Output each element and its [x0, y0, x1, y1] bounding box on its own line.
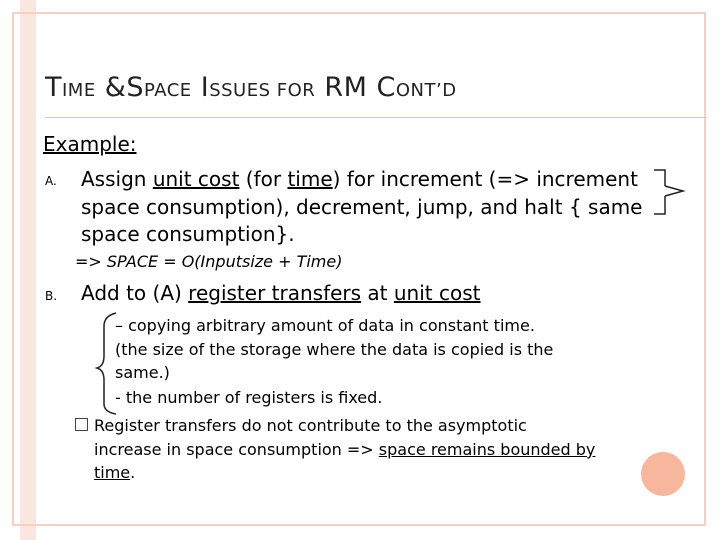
- item-b-detail-3: same.): [115, 363, 170, 382]
- item-b-detail-1: – copying arbitrary amount of data in constant time.: [115, 316, 535, 335]
- example-label: Example:: [43, 132, 137, 156]
- item-a-line-3: space consumption}.: [81, 222, 295, 246]
- right-brace-tip: [665, 186, 683, 196]
- item-a-marker: A.: [45, 174, 57, 188]
- decorative-circle: [641, 452, 685, 496]
- item-a-note: => SPACE = O(Inputsize + Time): [75, 252, 343, 271]
- item-b-detail-2: (the size of the storage where the data is copied is the: [115, 340, 554, 359]
- item-b-line: Add to (A) register transfers at unit cost: [81, 281, 481, 305]
- right-bracket-bottom: [654, 196, 665, 214]
- item-b-conclusion-2: increase in space consumption => space remains bounded by: [94, 440, 596, 459]
- left-brace: [97, 313, 116, 414]
- item-b-conclusion-3: time.: [94, 463, 136, 482]
- item-b-conclusion-1: Register transfers do not contribute to the asymptotic: [94, 416, 527, 435]
- right-bracket-top: [654, 170, 665, 186]
- item-b-detail-4: - the number of registers is fixed.: [115, 388, 383, 407]
- item-a-line-1: Assign unit cost (for time) for increment (=> increment: [81, 167, 638, 191]
- slide-title: TIME &SPACE ISSUES FOR RM CONT’D: [45, 72, 457, 103]
- item-a-line-2: space consumption), decrement, jump, and halt { same: [81, 195, 643, 219]
- item-b-marker: B.: [45, 289, 58, 303]
